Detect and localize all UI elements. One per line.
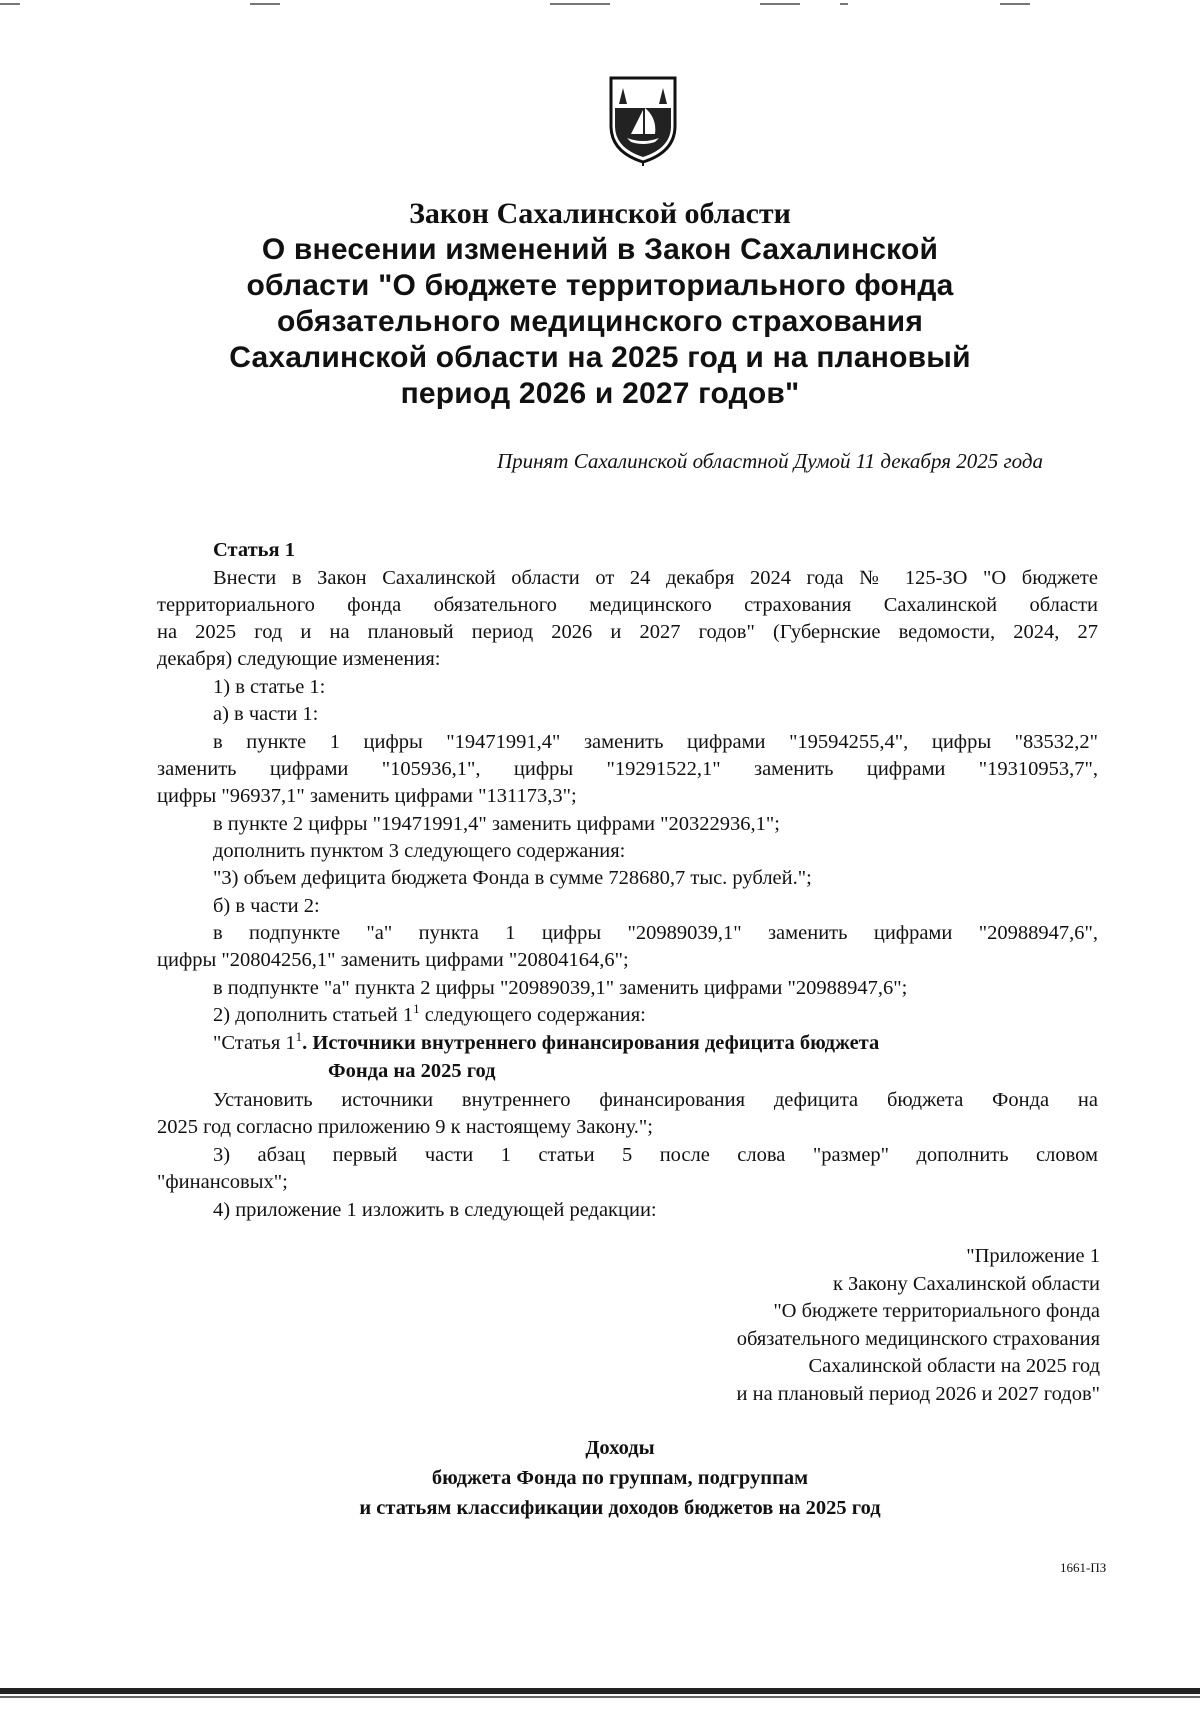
new-article-sup: 1 [295, 1029, 303, 1045]
income-title-line: бюджета Фонда по группам, подгруппам [431, 1467, 809, 1489]
item-4: 4) приложение 1 изложить в следующей редакции: [213, 1199, 657, 1221]
appendix-line: "Приложение 1 [966, 1245, 1100, 1267]
intro-line: территориального фонда обязательного медицинского страхования Сахалинской области [157, 594, 1098, 616]
title-line: Сахалинской области на 2025 год и на плановый [229, 341, 971, 374]
point-1-line: в пункте 1 цифры "19471991,4" заменить цифрами "19594255,4", цифры "83532,2" [213, 731, 1098, 753]
adoption-note: Принят Сахалинской областной Думой 11 декабря 2025 года [496, 449, 1043, 473]
appendix-line: к Закону Сахалинской области [832, 1272, 1100, 1295]
title-line: период 2026 и 2027 годов" [400, 377, 800, 410]
new-article-label: "Статья 1 [213, 1032, 296, 1054]
subpoint-1-line: цифры "20804256,1" заменить цифрами "20804164,6"; [157, 949, 629, 971]
item-3-line: "финансовых"; [157, 1171, 288, 1193]
coat-of-arms-icon [603, 74, 683, 166]
appendix-line: и на плановый период 2026 и 2027 годов" [736, 1382, 1100, 1405]
intro-line: Внести в Закон Сахалинской области от 24 декабря 2024 года № 125-ЗО "О бюджете [213, 567, 1098, 589]
income-title-line: Доходы [585, 1437, 655, 1459]
article-heading: Статья 1 [213, 539, 295, 561]
new-article-dot: . [302, 1032, 313, 1054]
point-1-line: цифры "96937,1" заменить цифрами "131173,3"; [157, 785, 577, 807]
new-article-text: Установить источники внутреннего финансирования дефицита бюджета Фонда на [213, 1089, 1098, 1111]
point-1-line: заменить цифрами "105936,1", цифры "19291522,1" заменить цифрами "19310953,7", [157, 758, 1098, 780]
appendix-line: "О бюджете территориального фонда [773, 1300, 1100, 1322]
income-title [200, 1433, 1040, 1523]
title-line: О внесении изменений в Закон Сахалинской [261, 233, 939, 266]
item-2 [213, 1002, 646, 1028]
title-line: Закон Сахалинской области [409, 197, 791, 230]
appendix-line: обязательного медицинского страхования [736, 1327, 1100, 1350]
add-point-line: дополнить пунктом 3 следующего содержания: [213, 840, 626, 862]
new-article-heading [213, 1030, 879, 1056]
new-article-text: 2025 год согласно приложению 9 к настоящему Закону."; [157, 1116, 653, 1138]
appendix-line: Сахалинской области на 2025 год [808, 1355, 1100, 1377]
title-line: области "О бюджете территориального фонда [246, 269, 954, 302]
income-title-line: и статьям классификации доходов бюджетов на 2025 год [359, 1497, 881, 1519]
scan-bottom-edge-thin [0, 1696, 1200, 1698]
item-2-suffix: следующего содержания: [419, 1004, 646, 1026]
subpoint-2-line: в подпункте "а" пункта 2 цифры "20989039,1" заменить цифрами "20988947,6"; [213, 977, 908, 999]
title-line: обязательного медицинского страхования [276, 305, 924, 338]
item-3-line: 3) абзац первый части 1 статьи 5 после слова "размер" дополнить словом [213, 1144, 1098, 1166]
intro-line: декабря) следующие изменения: [157, 648, 441, 670]
intro-line: на 2025 год и на плановый период 2026 и 2027 годов" (Губернские ведомости, 2024, 27 [157, 621, 1098, 643]
document-code: 1661-ПЗ [1060, 1560, 1107, 1575]
document-title [160, 196, 1040, 412]
item-2-text: 2) дополнить статьей 1 [213, 1004, 414, 1026]
item-1a: а) в части 1: [213, 703, 319, 725]
new-article-title-cont: Фонда на 2025 год [328, 1060, 496, 1082]
point-2-line: в пункте 2 цифры "19471991,4" заменить цифрами "20322936,1"; [213, 813, 780, 835]
item-1b: б) в части 2: [213, 895, 320, 917]
subpoint-1-line: в подпункте "а" пункта 1 цифры "20989039,1" заменить цифрами "20988947,6", [213, 922, 1098, 944]
appendix-header [560, 1243, 1100, 1408]
scan-top-edge [0, 0, 1200, 14]
item-2-sup: 1 [413, 1001, 420, 1017]
new-article-title: Источники внутреннего финансирования дефицита бюджета [312, 1032, 880, 1054]
add-point-text: "3) объем дефицита бюджета Фонда в сумме 728680,7 тыс. рублей."; [213, 867, 812, 889]
scan-bottom-edge [0, 1688, 1200, 1694]
item-1: 1) в статье 1: [213, 676, 326, 698]
